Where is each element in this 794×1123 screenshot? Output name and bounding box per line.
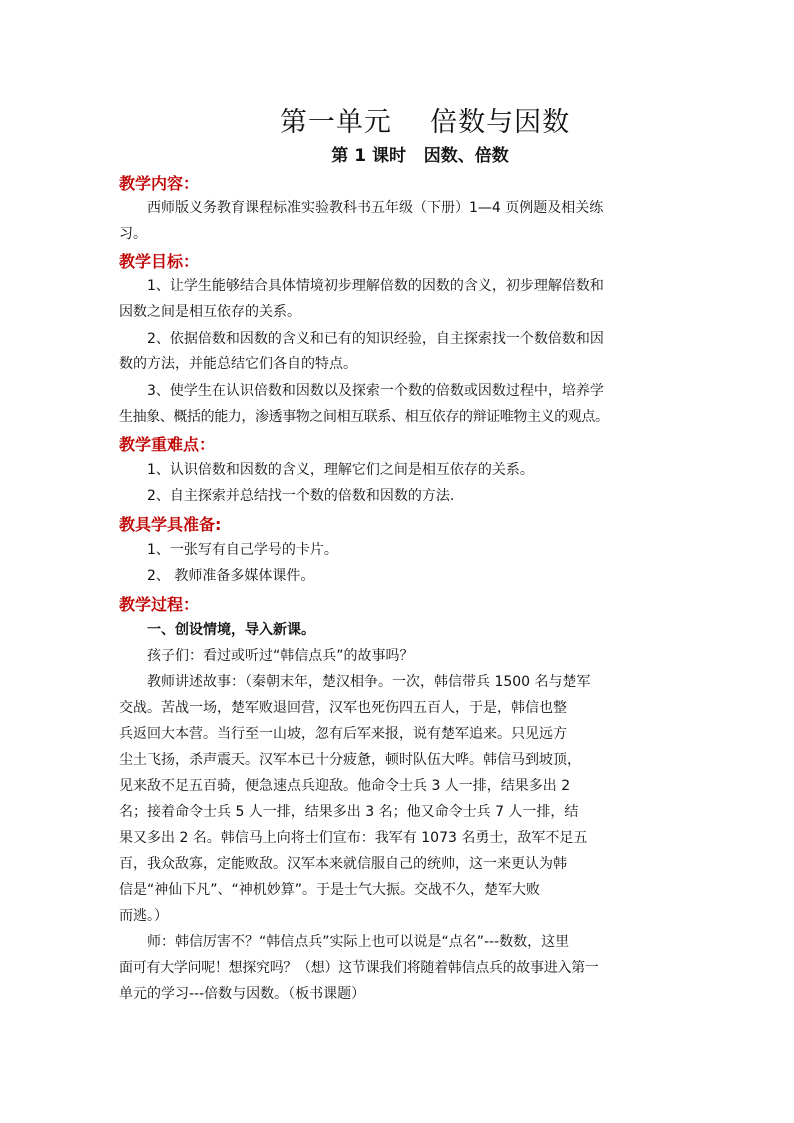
goals-line-2: 因数之间是相互依存的关系。 [119, 304, 301, 320]
key-line-2: 2、自主探索并总结找一个数的倍数和因数的方法. [147, 488, 455, 504]
heading-teaching-goals: 教学目标： [119, 252, 200, 271]
goals-line-3: 2、依据倍数和因数的含义和已有的知识经验，自主探索找一个数倍数和因 [147, 331, 604, 347]
process-step-1-heading: 一、创设情境，导入新课。 [147, 622, 315, 638]
process-line-15: 单元的学习---倍数与因数。（板书课题） [119, 986, 366, 1002]
process-line-2: 孩子们：看过或听过“韩信点兵”的故事吗？ [147, 648, 414, 664]
goals-line-6: 生抽象、概括的能力，渗透事物之间相互联系、相互依存的辩证唯物主义的观点。 [119, 409, 609, 425]
page-title: 第一单元 倍数与因数 [279, 107, 571, 138]
goals-line-5: 3、使学生在认识倍数和因数以及探索一个数的倍数或因数过程中，培养学 [147, 383, 604, 399]
heading-teaching-tools: 教具学具准备: [119, 515, 222, 534]
process-line-5: 兵返回大本营。当行至一山坡，忽有后军来报，说有楚军追来。只见远方 [119, 726, 567, 742]
content-line-2: 习。 [119, 226, 147, 242]
process-line-12: 而逃。） [119, 908, 168, 924]
process-line-14: 面可有大学问呢！想探究吗？（想）这节课我们将随着韩信点兵的故事进入第一 [119, 960, 599, 976]
tools-line-1: 1、一张写有自己学号的卡片。 [147, 542, 338, 558]
heading-teaching-process: 教学过程： [119, 595, 200, 614]
process-line-11: 信是“神仙下凡”、“神机妙算”。于是士气大振。交战不久，楚军大败 [119, 882, 541, 898]
process-line-6: 尘土飞扬，杀声震天。汉军本已十分疲惫，顿时队伍大哗。韩信马到坡顶， [119, 752, 581, 768]
process-line-9: 果又多出 2 名。韩信马上向将士们宣布：我军有 1073 名勇士，敌军不足五 [119, 830, 588, 846]
heading-key-points: 教学重难点： [119, 435, 216, 454]
tools-line-2: 2、 教师准备多媒体课件。 [147, 568, 315, 584]
process-line-13: 师：韩信厉害不？“韩信点兵”实际上也可以说是“点名”---数数，这里 [147, 934, 570, 950]
process-line-8: 名；接着命令士兵 5 人一排，结果多出 3 名；他又命令士兵 7 人一排，结 [119, 804, 579, 820]
goals-line-4: 数的方法，并能总结它们各自的特点。 [119, 356, 357, 372]
goals-line-1: 1、让学生能够结合具体情境初步理解倍数的因数的含义，初步理解倍数和 [147, 278, 604, 294]
content-line-1: 西师版义务教育课程标准实验教科书五年级（下册）1—4 页例题及相关练 [147, 200, 604, 216]
process-line-10: 百，我众敌寡，定能败敌。汉军本来就信服自己的统帅，这一来更认为韩 [119, 856, 567, 872]
process-line-4: 交战。苦战一场，楚军败退回营，汉军也死伤四五百人，于是，韩信也整 [119, 700, 567, 716]
process-line-3: 教师讲述故事：（秦朝末年，楚汉相争。一次，韩信带兵 1500 名与楚军 [147, 674, 591, 690]
key-line-1: 1、认识倍数和因数的含义，理解它们之间是相互依存的关系。 [147, 462, 534, 478]
lesson-subtitle: 第 1 课时 因数、倍数 [331, 146, 509, 166]
heading-teaching-content: 教学内容： [119, 174, 200, 193]
process-line-7: 见来敌不足五百骑，便急速点兵迎敌。他命令士兵 3 人一排，结果多出 2 [119, 778, 571, 794]
